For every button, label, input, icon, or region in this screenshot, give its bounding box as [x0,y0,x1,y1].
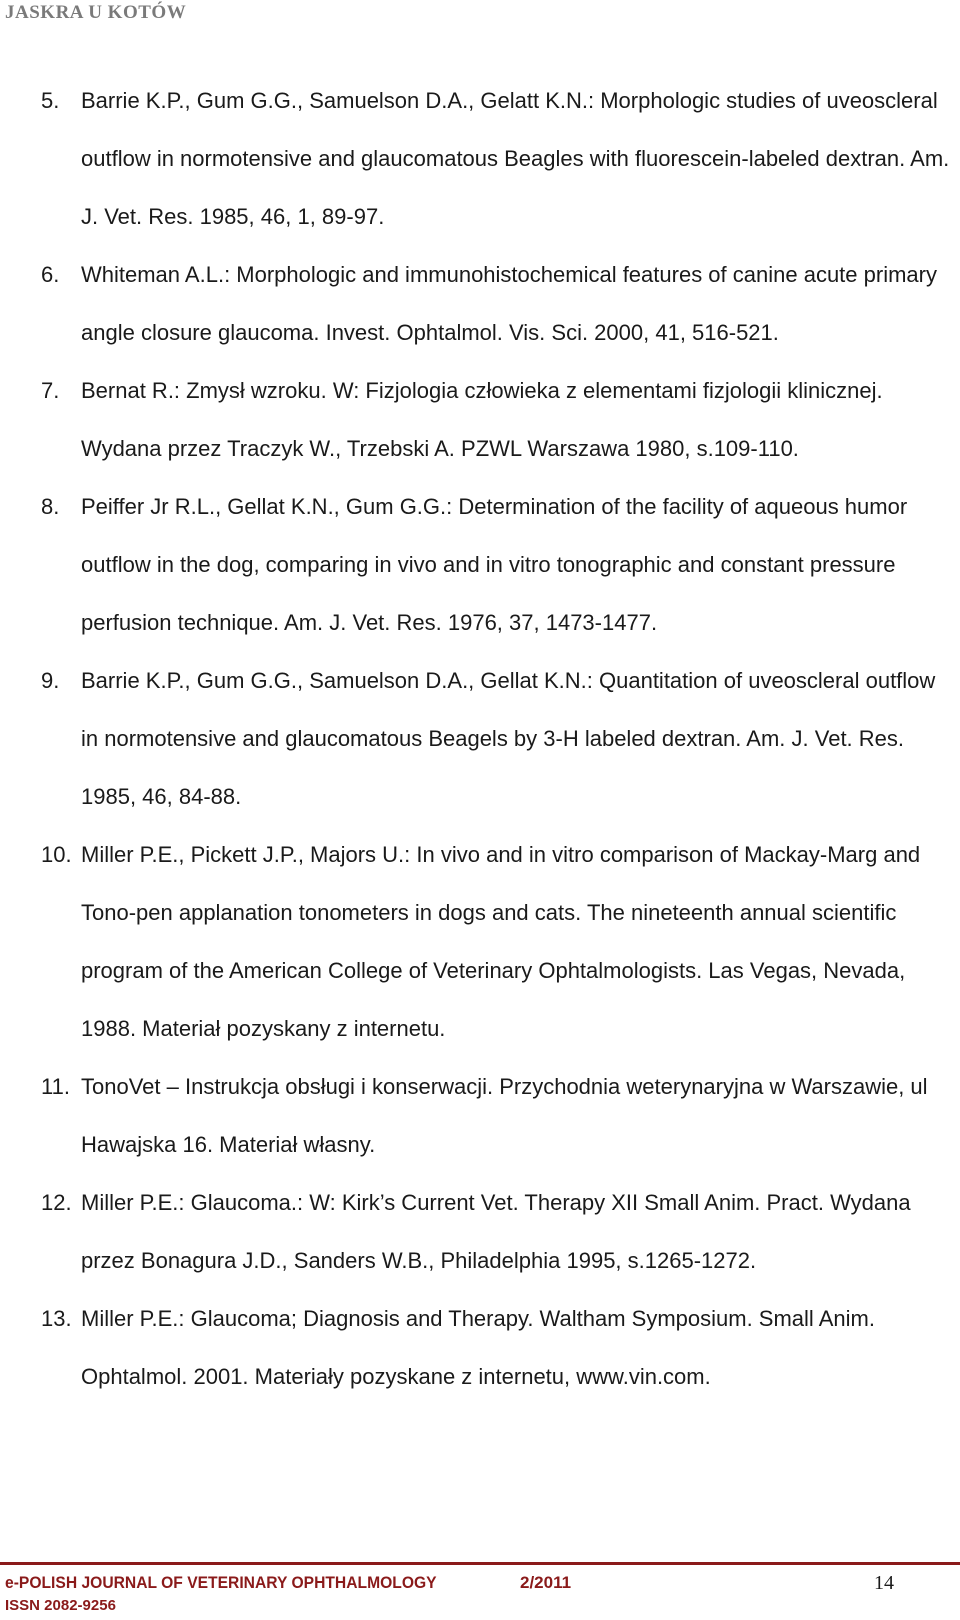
reference-list [41,72,951,1406]
reference-text: Barrie K.P., Gum G.G., Samuelson D.A., Gelatt K.N.: Morphologic studies of uveoscleral outflow in normotensive and glaucomatous Beagles with fluorescein-labeled dextran. Am. J. Vet. Res. 1985, 46, 1, 89-97. [81,88,950,229]
reference-item [41,72,951,246]
reference-text: Whiteman A.L.: Morphologic and immunohistochemical features of canine acute primary angle closure glaucoma. Invest. Ophtalmol. Vis. Sci. 2000, 41, 516-521. [81,262,937,345]
reference-text: Bernat R.: Zmysł wzroku. W: Fizjologia człowieka z elementami fizjologii klinicznej. Wydana przez Traczyk W., Trzebski A. PZWL Warszawa 1980, s.109-110. [81,378,883,461]
reference-number: 11. [41,1074,70,1099]
reference-text: Miller P.E., Pickett J.P., Majors U.: In vivo and in vitro comparison of Mackay-Marg and Tono-pen applanation tonometers in dogs and cats. The nineteenth annual scientific program of the American College of Veterinary Ophtalmologists. Las Vegas, Nevada, 1988. Materiał pozyskany z internetu. [81,842,921,1041]
reference-item [41,362,951,478]
reference-number: 13. [41,1306,72,1331]
reference-item [41,246,951,362]
reference-item [41,826,951,1058]
journal-title: e-POLISH JOURNAL OF VETERINARY OPHTHALMOLOGY [5,1573,437,1592]
reference-text: Miller P.E.: Glaucoma; Diagnosis and Therapy. Waltham Symposium. Small Anim. Ophtalmol. 2001. Materiały pozyskane z internetu, www.vin.com. [81,1306,875,1389]
reference-text: Miller P.E.: Glaucoma.: W: Kirk’s Current Vet. Therapy XII Small Anim. Pract. Wydana przez Bonagura J.D., Sanders W.B., Philadelphia 1995, s.1265-1272. [81,1190,911,1273]
reference-text: Peiffer Jr R.L., Gellat K.N., Gum G.G.: Determination of the facility of aqueous humor outflow in the dog, comparing in vivo and in vitro tonographic and constant pressure perfusion technique. Am. J. Vet. Res. 1976, 37, 1473-1477. [81,494,908,635]
issue-number: 2/2011 [520,1573,572,1592]
footer-divider [0,1562,960,1565]
reference-item [41,1174,951,1290]
reference-number: 8. [41,494,60,519]
reference-item [41,1290,951,1406]
reference-number: 9. [41,668,60,693]
page-number: 14 [874,1572,894,1594]
reference-number: 10. [41,842,72,867]
reference-number: 12. [41,1190,72,1215]
page-footer [5,1571,955,1617]
issn-label: ISSN 2082-9256 [5,1597,116,1614]
running-header: JASKRA U KOTÓW [5,2,187,23]
reference-number: 7. [41,378,60,403]
reference-item [41,652,951,826]
reference-number: 5. [41,88,60,113]
reference-number: 6. [41,262,60,287]
reference-text: Barrie K.P., Gum G.G., Samuelson D.A., Gellat K.N.: Quantitation of uveoscleral outflow in normotensive and glaucomatous Beagels by 3-H labeled dextran. Am. J. Vet. Res. 1985, 46, 84-88. [81,668,936,809]
reference-item [41,1058,951,1174]
reference-item [41,478,951,652]
reference-text: TonoVet – Instrukcja obsługi i konserwacji. Przychodnia weterynaryjna w Warszawie, ul Hawajska 16. Materiał własny. [81,1074,928,1157]
